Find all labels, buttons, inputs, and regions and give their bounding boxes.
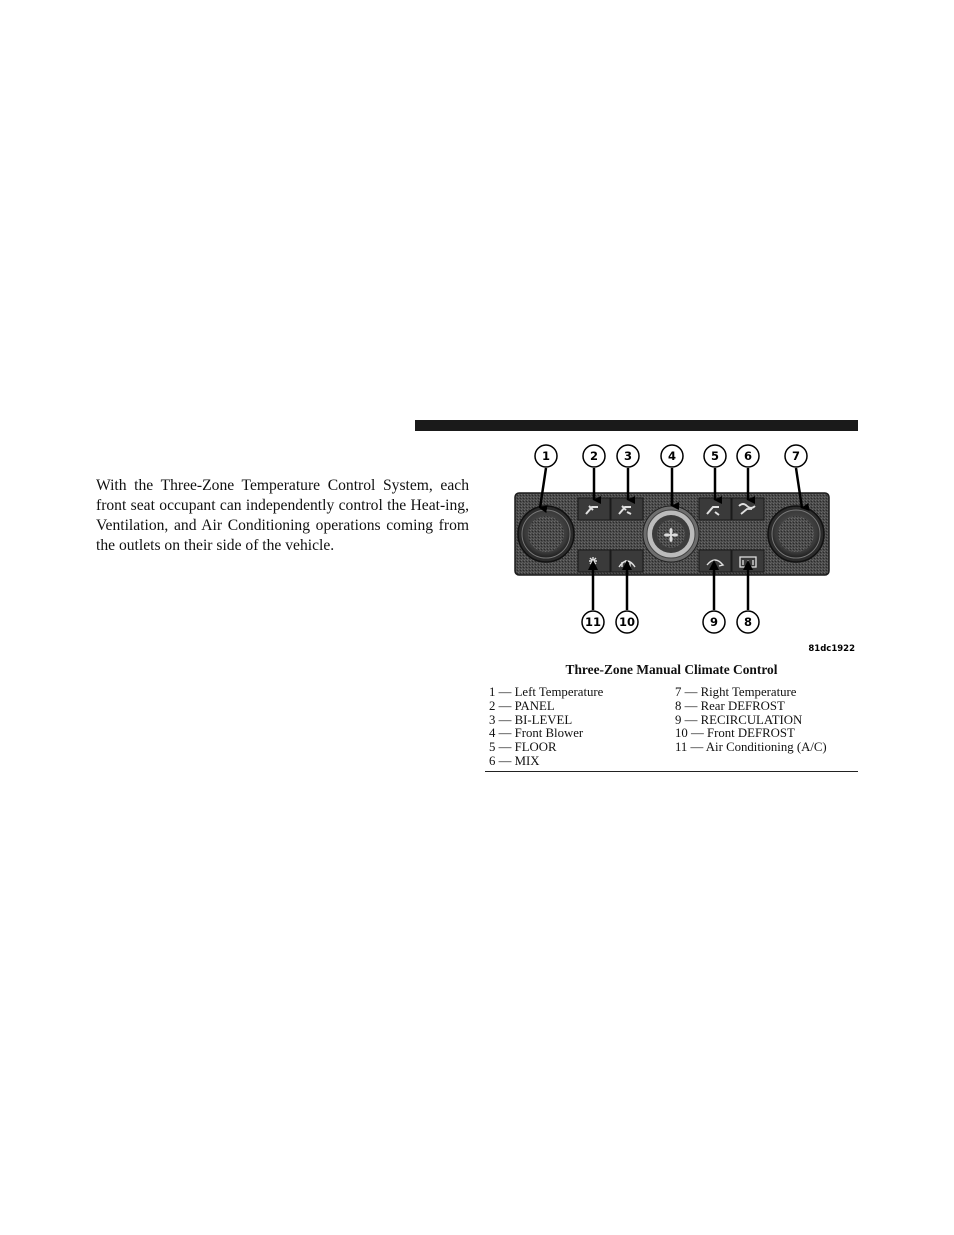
callout-8 [737, 611, 759, 633]
legend-item: 7 — Right Temperature [675, 685, 797, 699]
svg-text:11: 11 [584, 615, 602, 629]
callout-5 [704, 445, 726, 467]
svg-text:2: 2 [589, 449, 599, 463]
panel-mode-button[interactable] [578, 498, 610, 520]
legend-item: 1 — Left Temperature [489, 685, 604, 699]
callout-2 [583, 445, 605, 467]
legend-item: 5 — FLOOR [489, 740, 557, 755]
svg-text:5: 5 [710, 449, 720, 463]
callout-4 [661, 445, 683, 467]
callout-6 [737, 445, 759, 467]
bi-level-button[interactable] [611, 498, 643, 520]
legend-item: 3 — BI-LEVEL [489, 712, 573, 727]
svg-text:10: 10 [618, 615, 636, 629]
figure-bottom-rule [485, 771, 858, 772]
legend-item: 4 — Front Blower [489, 726, 584, 741]
legend-item: 6 — MIX [489, 753, 540, 768]
svg-text:3: 3 [623, 449, 633, 463]
svg-text:8: 8 [743, 615, 753, 629]
svg-text:6: 6 [743, 449, 753, 463]
svg-text:1: 1 [541, 449, 551, 463]
right-temperature-knob[interactable] [768, 506, 824, 562]
legend-column-left [489, 686, 603, 769]
legend-item: 2 — PANEL [489, 698, 555, 713]
svg-text:7: 7 [791, 449, 801, 463]
left-temperature-knob[interactable] [518, 506, 574, 562]
callout-9 [703, 611, 725, 633]
front-blower-knob[interactable] [643, 506, 699, 562]
callout-7 [785, 445, 807, 467]
legend-item: 11 — Air Conditioning (A/C) [675, 740, 827, 755]
legend-column-right [675, 686, 827, 755]
legend-item: 8 — Rear DEFROST [675, 698, 785, 713]
callout-1 [535, 445, 557, 467]
figure-caption: Three-Zone Manual Climate Control [565, 662, 778, 677]
mix-mode-button[interactable] [732, 498, 764, 520]
climate-control-figure [485, 440, 858, 658]
svg-text:4: 4 [667, 449, 677, 463]
body-paragraph: With the Three-Zone Temperature Control System, each front seat occupant can independently control the Heat-ing, Ventilation, and Air Conditioning operations coming from the outlets on their side of the vehicle. [96, 477, 469, 554]
section-header-bar [415, 420, 858, 431]
callout-3 [617, 445, 639, 467]
svg-text:9: 9 [709, 615, 719, 629]
legend-item: 9 — RECIRCULATION [675, 712, 803, 727]
callout-10 [616, 611, 638, 633]
callout-11 [582, 611, 604, 633]
climate-control-illustration [485, 440, 858, 658]
figure-code: 81dc1922 [808, 644, 855, 654]
floor-mode-button[interactable] [699, 498, 731, 520]
legend-item: 10 — Front DEFROST [675, 726, 795, 741]
